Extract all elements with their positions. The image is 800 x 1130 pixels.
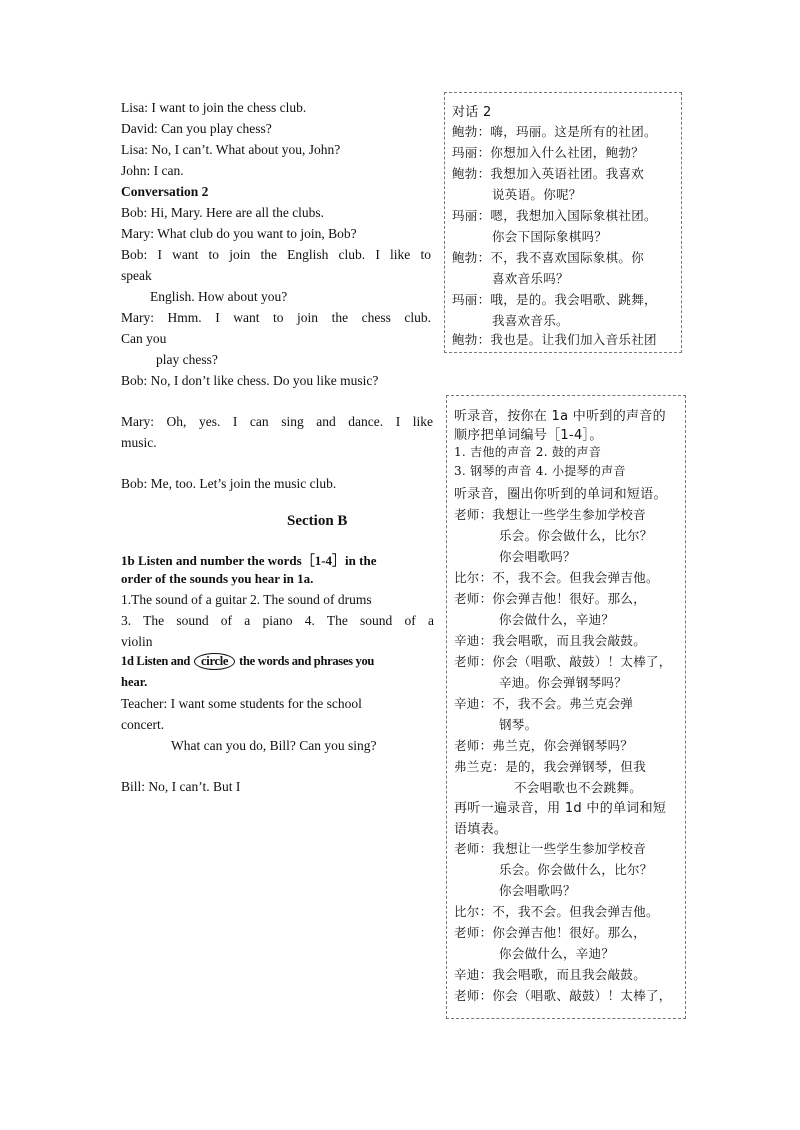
dialogue-line: John: I can. [121,163,184,178]
box-heading: 语填表。 [454,822,508,837]
dialogue-line: Bob: No, I don’t like chess. Do you like music? [121,373,379,388]
dialogue-line: Teacher: I want some students for the school [121,696,362,711]
dialogue-line: Bob: Me, too. Let’s join the music club. [121,476,337,491]
dialogue-line: Can you [121,331,167,346]
translation-line: 说英语。你呢？ [492,187,582,202]
translation-line: 老师：你会（唱歌、敲鼓）！太棒了， [454,988,672,1003]
translation-line: 喜欢音乐吗？ [492,271,569,286]
task-1b-heading-cont: order of the sounds you hear in 1a. [121,571,314,586]
translation-line: 你会做什么，辛迪？ [499,946,615,961]
task-1d-heading [121,653,374,670]
dialogue-line: Lisa: I want to join the chess club. [121,100,307,115]
dialogue-line: concert. [121,717,165,732]
translation-line: 玛丽：哦，是的。我会唱歌、跳舞， [452,292,657,307]
conversation-heading: Conversation 2 [121,184,209,199]
dialogue-line: Mary: What club do you want to join, Bob? [121,226,357,241]
translation-line: 乐会。你会做什么，比尔？ [499,528,653,543]
sound-list-line: 1.The sound of a guitar 2. The sound of drums [121,592,372,607]
translation-line: 你会下国际象棋吗？ [492,229,608,244]
translation-line: 辛迪。你会弹钢琴吗？ [499,675,628,690]
dialogue-line: Mary: Hmm. I want to join the chess club. [121,310,431,325]
translation-line: 老师：弗兰克，你会弹钢琴吗？ [454,738,634,753]
translation-line: 老师：你会（唱歌、敲鼓）！太棒了， [454,654,672,669]
dialogue-line: speak [121,268,152,283]
translation-line: 老师：你会弹吉他！很好。那么， [454,925,647,940]
dialogue-line: Bill: No, I can’t. But I [121,779,241,794]
translation-line: 1. 吉他的声音 2. 鼓的声音 [454,445,602,459]
task-1d-post: the words and phrases you [239,654,375,668]
sound-list-line: violin [121,634,153,649]
dialogue-line: What can you do, Bill? Can you sing? [171,738,377,753]
box-heading: 顺序把单词编号［1-4］。 [454,428,603,443]
translation-line: 不会唱歌也不会跳舞。 [514,780,643,795]
task-1d-heading-cont: hear. [121,675,148,689]
translation-line: 比尔：不，我不会。但我会弹吉他。 [454,570,659,585]
dialogue-line: Lisa: No, I can’t. What about you, John? [121,142,341,157]
task-1b-heading: 1b Listen and number the words［1-4］in the [121,553,377,568]
translation-line: 玛丽：你想加入什么社团，鲍勃？ [452,145,645,160]
translation-line: 弗兰克：是的，我会弹钢琴，但我 [454,759,647,774]
circle-word: circle [194,653,235,670]
box-heading: 对话 2 [452,105,492,120]
translation-line: 钢琴。 [499,717,538,732]
translation-line: 比尔：不，我不会。但我会弹吉他。 [454,904,659,919]
translation-line: 老师：我想让一些学生参加学校音 [454,841,647,856]
translation-line: 3. 钢琴的声音 4. 小提琴的声音 [454,464,626,478]
dialogue-line: play chess? [156,352,218,367]
translation-line: 鲍勃：我想加入英语社团。我喜欢 [452,166,645,181]
task-1d-pre: 1d Listen and [121,654,191,668]
dialogue-line: Bob: I want to join the English club. I like to [121,247,431,262]
translation-line: 鲍勃：嗨，玛丽。这是所有的社团。 [452,124,657,139]
translation-line: 辛迪：我会唱歌，而且我会敲鼓。 [454,633,647,648]
translation-line: 辛迪：我会唱歌，而且我会敲鼓。 [454,967,647,982]
dialogue-line: David: Can you play chess? [121,121,272,136]
dialogue-line: music. [121,435,157,450]
translation-line: 乐会。你会做什么，比尔？ [499,862,653,877]
box-heading: 听录音，圈出你听到的单词和短语。 [454,487,667,502]
translation-line: 玛丽：嗯，我想加入国际象棋社团。 [452,208,657,223]
box-heading: 听录音，按你在 1a 中听到的声音的 [454,409,666,424]
box-heading: 再听一遍录音，用 1d 中的单词和短 [454,801,667,816]
dialogue-line: Mary: Oh, yes. I can sing and dance. I like [121,414,433,429]
translation-line: 鲍勃：我也是。让我们加入音乐社团 [452,332,657,347]
translation-line: 你会唱歌吗？ [499,549,576,564]
dialogue-line: English. How about you? [150,289,288,304]
translation-line: 老师：我想让一些学生参加学校音 [454,507,647,522]
translation-line: 你会做什么，辛迪？ [499,612,615,627]
dialogue-line: Bob: Hi, Mary. Here are all the clubs. [121,205,325,220]
translation-line: 我喜欢音乐。 [492,313,569,328]
translation-line: 辛迪：不，我不会。弗兰克会弹 [454,696,634,711]
translation-line: 你会唱歌吗？ [499,883,576,898]
translation-line: 老师：你会弹吉他！很好。那么， [454,591,647,606]
translation-line: 鲍勃：不，我不喜欢国际象棋。你 [452,250,645,265]
sound-list-line: 3. The sound of a piano 4. The sound of a [121,613,434,628]
section-title: Section B [287,513,348,529]
